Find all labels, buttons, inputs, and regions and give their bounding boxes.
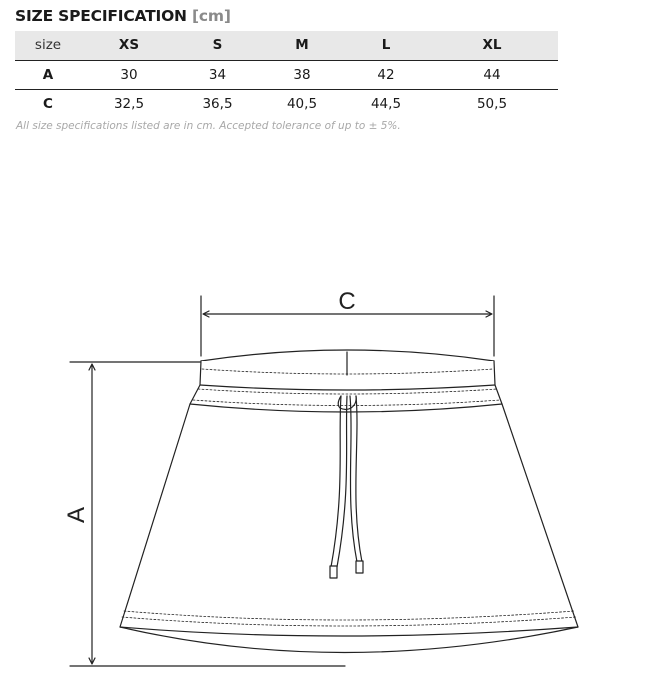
label-c: C <box>338 288 356 315</box>
row-label-c: C <box>43 95 53 112</box>
cell-c-xl: 50,5 <box>476 95 508 112</box>
cell-a-m: 38 <box>258 60 346 89</box>
cell-c-m: 40,5 <box>286 95 318 112</box>
row-label-a: A <box>15 60 81 89</box>
col-header-m: M <box>258 31 346 60</box>
col-header-xs: XS <box>81 31 177 60</box>
cell-a-xl: 44 <box>426 60 558 89</box>
cell-c-xs: 32,5 <box>113 95 145 112</box>
cell-c-l: 44,5 <box>370 95 402 112</box>
label-a: A <box>63 506 90 524</box>
cell-a-s: 34 <box>177 60 258 89</box>
col-header-xl: XL <box>426 31 558 60</box>
title-text: SIZE SPECIFICATION <box>15 7 187 25</box>
cell-c-s: 36,5 <box>202 95 233 112</box>
col-header-size: size <box>15 31 81 60</box>
title-unit: [cm] <box>192 7 231 25</box>
tolerance-note: All size specifications listed are in cm. Accepted tolerance of up to ± 5%. <box>16 120 401 132</box>
col-header-s: S <box>177 31 258 60</box>
col-header-l: L <box>346 31 426 60</box>
cell-a-xs: 30 <box>81 60 177 89</box>
cell-a-l: 42 <box>346 60 426 89</box>
skirt-outline <box>120 350 578 653</box>
